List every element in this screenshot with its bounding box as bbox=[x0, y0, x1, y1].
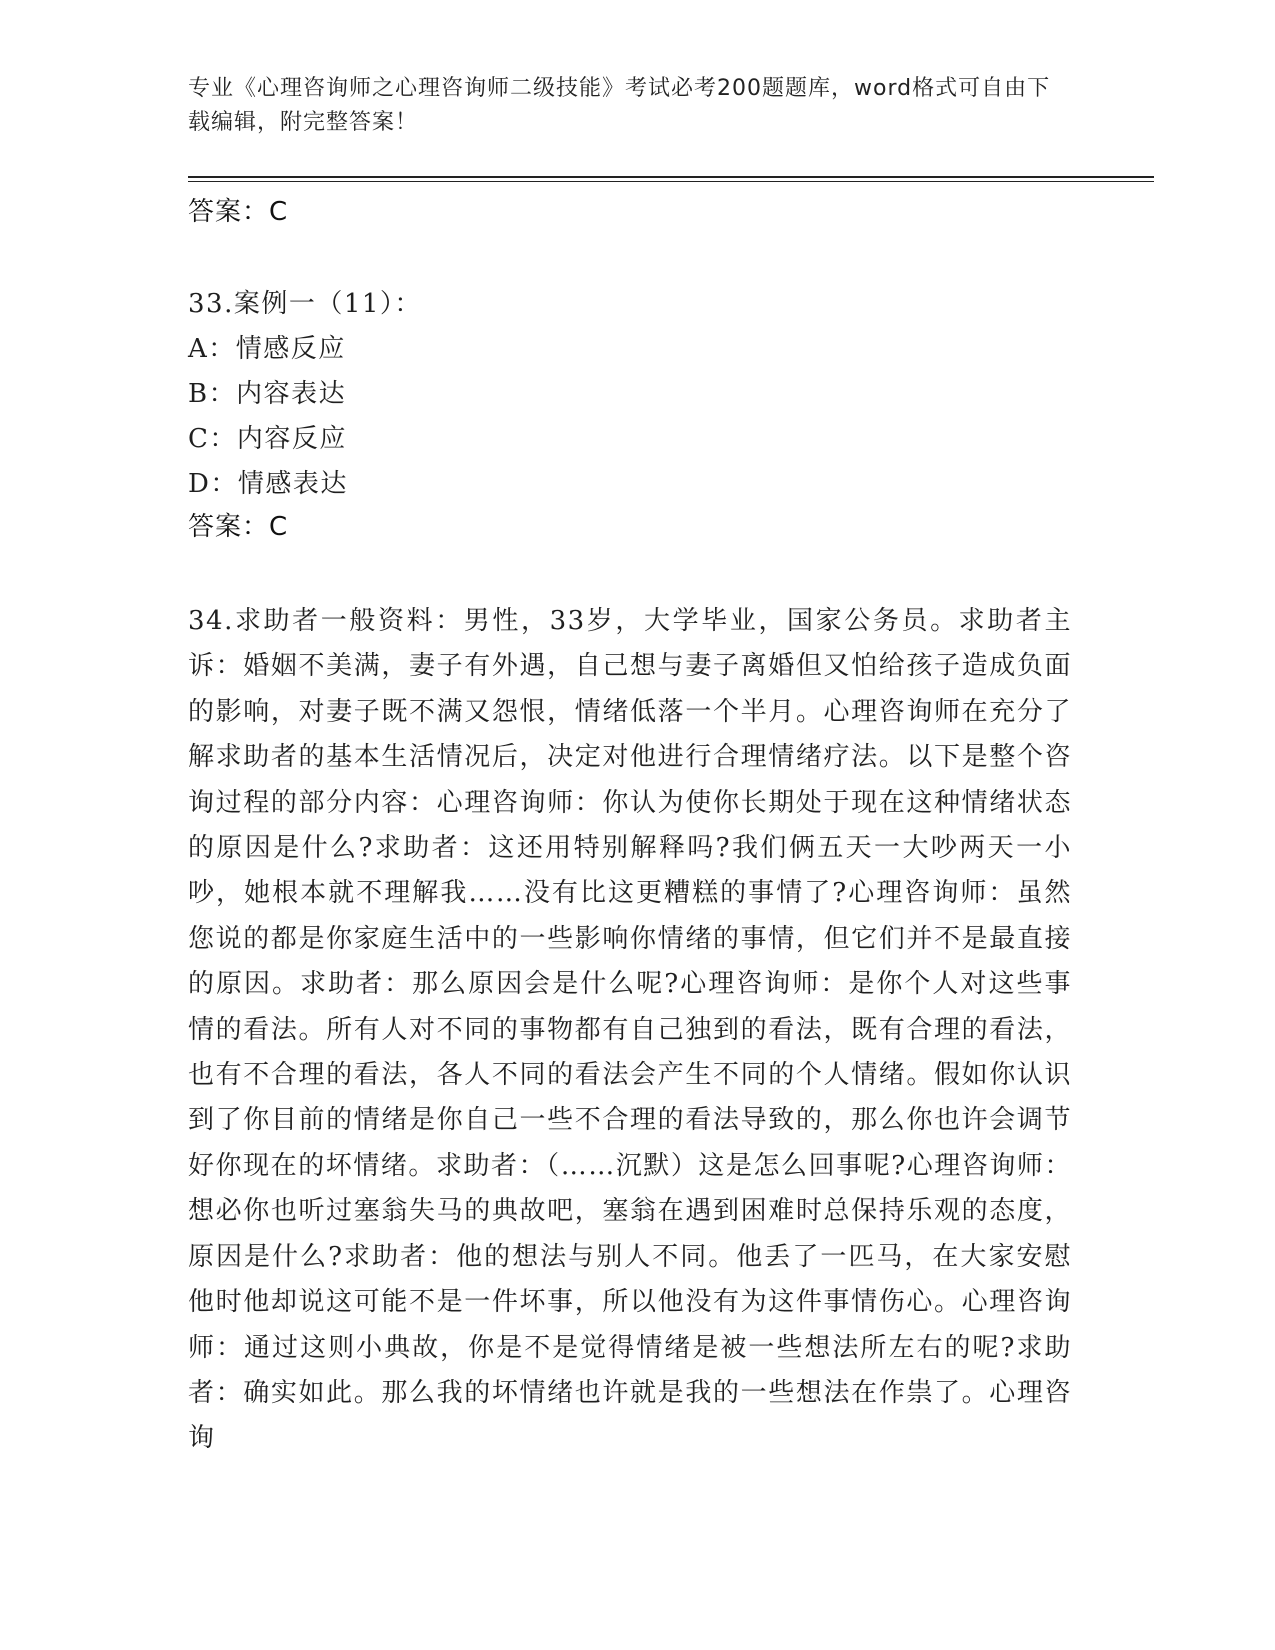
question-33-option-b: B：内容表达 bbox=[188, 379, 347, 409]
previous-answer: 答案：C bbox=[188, 197, 289, 227]
question-33-option-a: A：情感反应 bbox=[188, 334, 346, 364]
question-33-option-c: C：内容反应 bbox=[188, 424, 347, 454]
question-33-option-d: D：情感表达 bbox=[188, 469, 348, 499]
header-divider-thick bbox=[188, 176, 1154, 178]
question-33 bbox=[188, 282, 1088, 507]
question-34-text: 34.求助者一般资料：男性，33岁，大学毕业，国家公务员。求助者主诉：婚姻不美满，妻子有外遇，自己想与妻子离婚但又怕给孩子造成负面的影响，对妻子既不满又怨恨，情绪低落一个半月。心理咨询师在充分了解求助者的基本生活情况后，决定对他进行合理情绪疗法。以下是整个咨询过程的部分内容：心理咨询师：你认为使你长期处于现在这种情绪状态的原因是什么?求助者：这还用特别解释吗?我们俩五天一大吵两天一小吵，她根本就不理解我……没有比这更糟糕的事情了?心理咨询师：虽然您说的都是你家庭生活中的一些影响你情绪的事情，但它们并不是最直接的原因。求助者：那么原因会是什么呢?心理咨询师：是你个人对这些事情的看法。所有人对不同的事物都有自己独到的看法，既有合理的看法，也有不合理的看法，各人不同的看法会产生不同的个人情绪。假如你认识到了你目前的情绪是你自己一些不合理的看法导致的，那么你也许会调节好你现在的坏情绪。求助者：（……沉默）这是怎么回事呢?心理咨询师：想必你也听过塞翁失马的典故吧，塞翁在遇到困难时总保持乐观的态度，原因是什么?求助者：他的想法与别人不同。他丢了一匹马，在大家安慰他时他却说这可能不是一件坏事，所以他没有为这件事情伤心。心理咨询师：通过这则小典故，你是不是觉得情绪是被一些想法所左右的呢?求助者：确实如此。那么我的坏情绪也许就是我的一些想法在作祟了。心理咨询 bbox=[188, 606, 1072, 1454]
document-header: 专业《心理咨询师之心理咨询师二级技能》考试必考200题题库，word格式可自由下载编辑，附完整答案！ bbox=[188, 76, 1051, 135]
header-divider-thin bbox=[188, 181, 1154, 182]
question-33-stem: 33.案例一（11）： bbox=[188, 289, 422, 319]
question-33-answer: 答案：C bbox=[188, 512, 289, 542]
